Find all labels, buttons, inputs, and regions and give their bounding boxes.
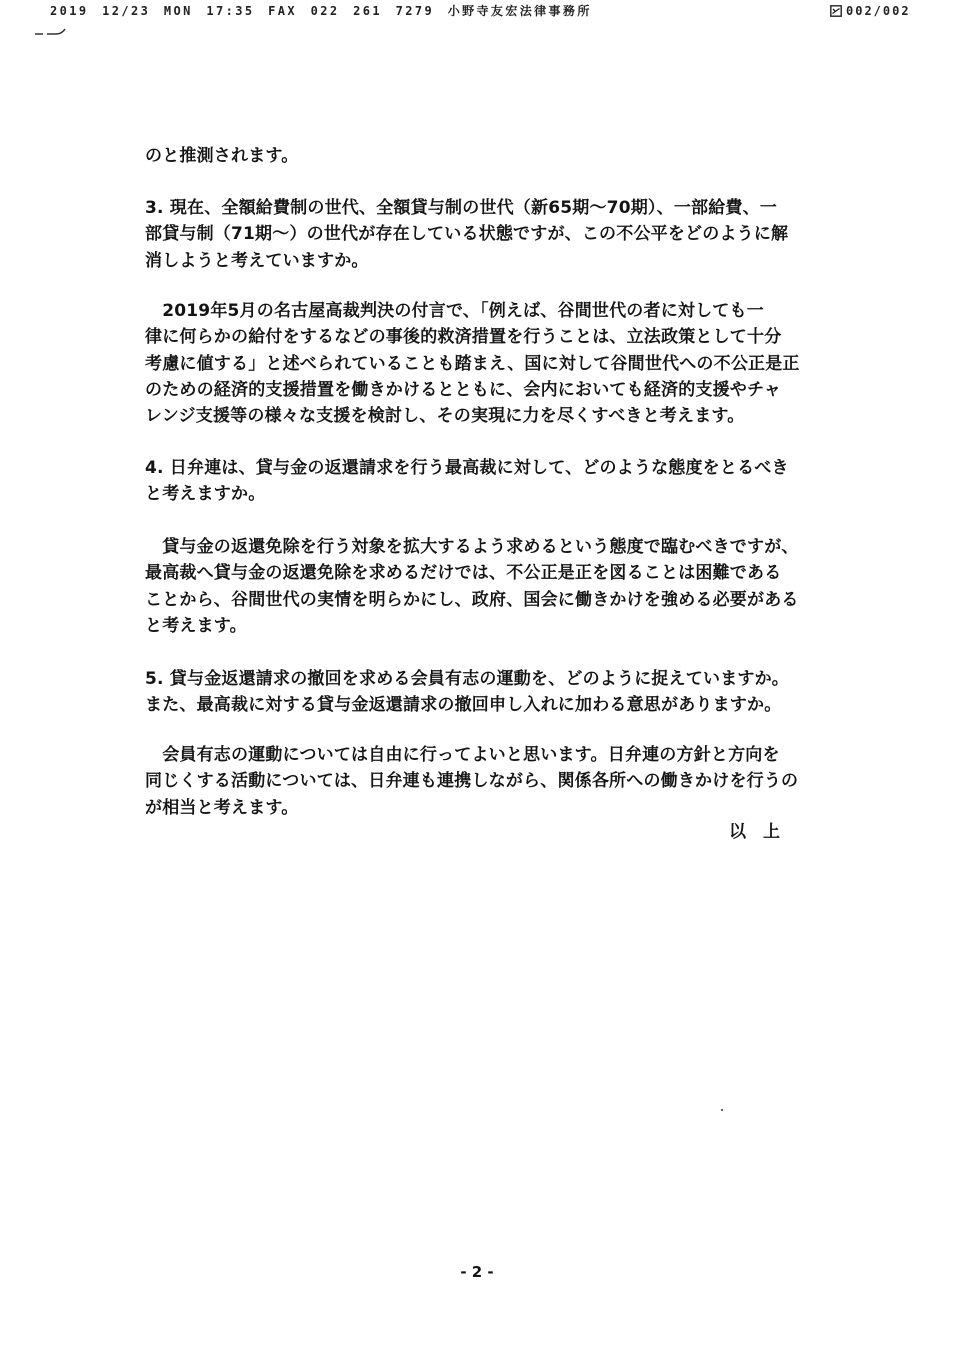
answer-3 xyxy=(145,298,800,429)
answer-line: 2019年5月の名古屋高裁判決の付言で、「例えば、谷間世代の者に対しても一 xyxy=(145,301,764,321)
answer-line: が相当と考えます。 xyxy=(145,797,299,818)
continuation-text xyxy=(145,143,298,169)
scan-speck xyxy=(721,1109,723,1111)
answer-line: レンジ支援等の様々な支援を検討し、その実現に力を尽くすべきと考えます。 xyxy=(145,406,745,427)
answer-5 xyxy=(145,742,798,821)
question-line: 3. 現在、全額給費制の世代、全額貸与制の世代（新65期～70期）、一部給費、一 xyxy=(145,198,778,218)
answer-line: のための経済的支援措置を働きかけるとともに、会内においても経済的支援やチャ xyxy=(145,379,781,400)
question-line: 5. 貸与金返還請求の撤回を求める会員有志の運動を、どのように捉えていますか。 xyxy=(145,669,790,689)
answer-line: 会員有志の運動については自由に行ってよいと思います。日弁連の方針と方向を xyxy=(145,745,780,765)
question-line: また、最高裁に対する貸与金返還請求の撤回申し入れに加わる意思がありますか。 xyxy=(145,695,782,716)
answer-line: 貸与金の返還免除を行う対象を拡大するよう求めるという態度で臨むべきですが、 xyxy=(145,537,799,557)
answer-line: と考えます。 xyxy=(145,615,247,636)
question-3 xyxy=(145,195,788,274)
question-5 xyxy=(145,666,789,719)
closing-mark: 以 上 xyxy=(729,822,780,842)
question-line: と考えますか。 xyxy=(145,484,266,505)
answer-4 xyxy=(145,534,799,639)
answer-line: 最高裁へ貸与金の返還免除を求めるだけでは、不公正是正を図ることは困難である xyxy=(145,563,782,584)
answer-line: 考慮に値する」と述べられていることも踏まえ、国に対して谷間世代への不公正是正 xyxy=(145,353,800,374)
fax-transmission-header: 2019 12/23 MON 17:35 FAX 022 261 7279 小野寺友宏法律事務所 xyxy=(50,4,592,18)
fax-page-count: 002/002 xyxy=(846,4,911,18)
question-line: 部貸与制（71期～）の世代が存在している状態ですが、この不公平をどのように解 xyxy=(145,224,789,245)
question-4 xyxy=(145,455,789,508)
scan-mark xyxy=(34,26,70,40)
question-line: 4. 日弁連は、貸与金の返還請求を行う最高裁に対して、どのような態度をとるべき xyxy=(145,458,789,478)
text-line: のと推測されます。 xyxy=(145,146,299,166)
answer-line: 同じくする活動については、日弁連も連携しながら、関係各所への働きかけを行うの xyxy=(145,771,799,792)
fax-icon xyxy=(830,5,842,17)
answer-line: 律に何らかの給付をするなどの事後的救済措置を行うことは、立法政策として十分 xyxy=(145,327,782,348)
question-line: 消しようと考えていますか。 xyxy=(145,250,369,271)
answer-line: ことから、谷間世代の実情を明らかにし、政府、国会に働きかけを強める必要がある xyxy=(145,589,799,610)
page-number: - 2 - xyxy=(460,1263,494,1281)
